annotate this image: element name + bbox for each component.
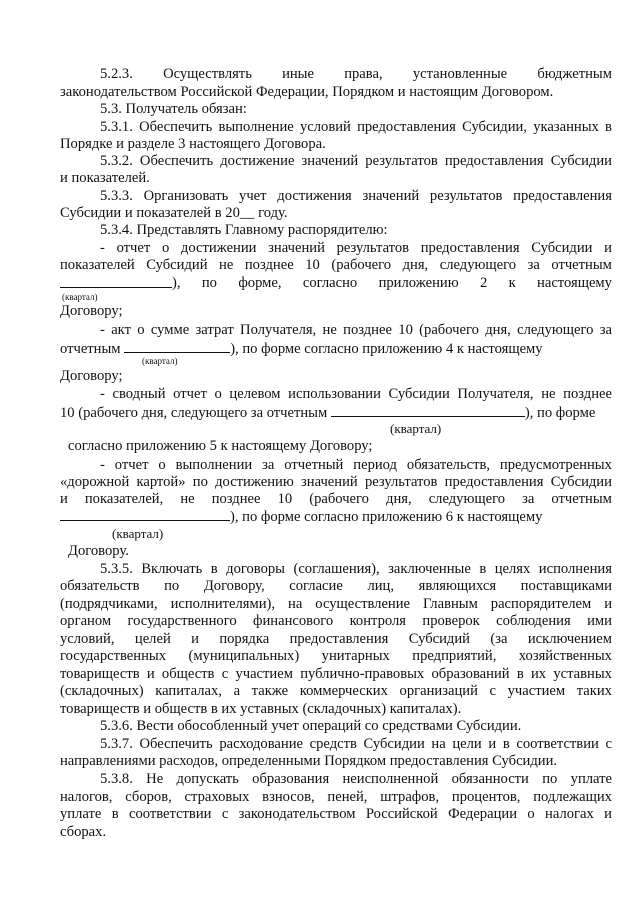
word: позднее: [244, 257, 294, 273]
blank-quarter-4: [60, 508, 230, 521]
word: следующего: [439, 257, 517, 273]
word: приложению: [378, 275, 459, 291]
word: являющихся: [418, 578, 497, 594]
word: позднее: [343, 322, 392, 338]
para-5-2-3-line2: законодательством Российской Федерации, Порядком и настоящим Договором.: [60, 84, 554, 100]
word: следующего: [517, 322, 594, 338]
word: хозяйственных: [518, 648, 612, 664]
word: с: [221, 666, 229, 682]
word: неисполненной: [342, 771, 439, 787]
bullet3-line1: [60, 386, 612, 403]
word: обязательств: [60, 578, 140, 594]
word: в: [516, 666, 524, 682]
word: цели: [452, 736, 482, 752]
word: достижение: [220, 153, 295, 169]
word: органом: [60, 613, 112, 629]
word: иные: [282, 66, 314, 82]
word: в: [111, 806, 119, 822]
word: значений: [301, 153, 359, 169]
word: предоставления: [513, 188, 612, 204]
word: сборов,: [125, 789, 172, 805]
word: 5.3.1.: [100, 119, 133, 135]
word: предусмотренных: [499, 457, 612, 473]
word: с: [489, 683, 496, 699]
bullet3-end: согласно приложению 5 к настоящему Договору;: [68, 438, 373, 454]
word: публично-правовых: [300, 666, 425, 682]
word: образований: [431, 666, 510, 682]
word: (рабочего: [419, 322, 479, 338]
para-5-3-1-line2: Порядке и разделе 3 настоящего Договора.: [60, 136, 326, 152]
word: по: [192, 474, 208, 490]
para-5-3-8-line1: [60, 771, 612, 788]
word: указанных: [533, 119, 599, 135]
word: согласно: [302, 275, 358, 291]
word: уплате: [570, 771, 612, 787]
para-5-3-8-line2: [60, 789, 612, 806]
word: 5.2.3.: [100, 66, 133, 82]
para-5-3-7-line1: [60, 736, 612, 753]
word: -: [100, 457, 105, 473]
word: заключенные: [388, 561, 471, 577]
word: предоставления: [444, 474, 544, 490]
word: показателей,: [84, 491, 164, 507]
word: сумме: [150, 322, 190, 338]
word: подлежащих: [533, 789, 612, 805]
word: форме,: [238, 275, 282, 291]
para-5-3-1-line1: [60, 119, 612, 136]
word: с: [605, 736, 612, 752]
bullet4-caption: (квартал): [112, 526, 164, 541]
word: соответствии: [128, 806, 212, 822]
word: достижения: [277, 188, 352, 204]
word: государственных: [60, 648, 167, 664]
word: средств: [309, 736, 357, 752]
word: расходование: [219, 736, 303, 752]
word: взносов,: [262, 789, 315, 805]
word: отчет: [114, 457, 149, 473]
word: предоставления: [420, 240, 520, 256]
word: -: [100, 322, 105, 338]
bullet3-line2: [60, 404, 612, 422]
word: выполнении: [175, 457, 253, 473]
bullet2-caption: (квартал): [142, 356, 178, 366]
word: Включать: [141, 561, 203, 577]
word: о: [527, 806, 535, 822]
word: достижению: [215, 474, 294, 490]
word: показателей: [60, 257, 135, 273]
word: достижении: [180, 240, 257, 256]
para-5-3-4-heading: 5.3.4. Представлять Главному распорядителю:: [100, 222, 388, 238]
word: результатов: [365, 153, 438, 169]
word: период: [353, 457, 397, 473]
bullet2-line1: [60, 322, 612, 339]
word: результатов: [429, 188, 503, 204]
word: о: [161, 240, 170, 256]
word: налогов,: [60, 789, 113, 805]
word: поставщиками: [520, 578, 612, 594]
bullet4-line2: [60, 474, 612, 491]
word: в: [502, 736, 510, 752]
word: предоставления: [289, 631, 389, 647]
word: также: [251, 683, 289, 699]
word: образования: [252, 771, 330, 787]
word: не: [219, 257, 234, 273]
word: Обеспечить: [139, 153, 214, 169]
word: Субсидии,: [462, 119, 527, 135]
word: за: [599, 322, 612, 338]
word: не: [180, 491, 195, 507]
word: коммерческих: [299, 683, 388, 699]
word: позднее: [563, 386, 612, 402]
word: унитарных: [321, 648, 390, 664]
word: к: [508, 275, 516, 291]
word: налогах: [545, 806, 594, 822]
word: условий,: [60, 631, 115, 647]
word: в: [479, 561, 487, 577]
word: (подрядчиками,: [60, 596, 158, 612]
para-5-3-5-line6: [60, 648, 612, 665]
para-5-3-2-line2: и показателей.: [60, 170, 150, 186]
word: отчетный: [284, 457, 344, 473]
word: обществ: [161, 666, 215, 682]
word: участием: [235, 666, 293, 682]
word: пеней,: [327, 789, 368, 805]
word: а: [233, 683, 241, 699]
word: и: [146, 666, 155, 682]
word: отчет: [116, 240, 151, 256]
word: Федерации: [448, 806, 518, 822]
word: организаций: [399, 683, 478, 699]
word: значений: [301, 474, 358, 490]
word: 5.3.7.: [100, 736, 133, 752]
word: государственного: [127, 613, 237, 629]
bullet4-line1: [60, 457, 612, 474]
word: выполнение: [218, 119, 294, 135]
para-5-3-heading: 5.3. Получатель обязан:: [100, 101, 247, 117]
word: предоставления: [444, 153, 544, 169]
word: 5.3.3.: [100, 188, 133, 204]
word: целевом: [229, 386, 281, 402]
para-5-3-3-line1: [60, 188, 612, 205]
word: о: [158, 457, 166, 473]
para-5-3-7-line2: направлениями расходов, определенными Порядком предоставления Субсидии.: [60, 753, 558, 769]
bullet4-line4-text: ), по форме согласно приложению 6 к настоящему: [230, 509, 543, 525]
para-5-3-5-line3: [60, 596, 612, 613]
para-5-3-5-line5: [60, 631, 612, 648]
word: (соглашения),: [293, 561, 380, 577]
word: исполнения: [538, 561, 612, 577]
word: (рабочего: [331, 257, 392, 273]
word: не: [541, 386, 556, 402]
word: штрафов,: [380, 789, 440, 805]
bullet1-caption: (квартал): [62, 292, 98, 302]
word: и: [604, 596, 612, 612]
word: ими: [587, 613, 612, 629]
word: о: [214, 386, 222, 402]
word: условий: [299, 119, 351, 135]
word: Субсидии: [550, 474, 612, 490]
word: настоящему: [537, 275, 612, 291]
word: Субсидии: [550, 153, 612, 169]
para-5-3-8-line3: [60, 806, 612, 823]
para-5-3-5-line9: товариществ и обществ в их уставных (складочных) капиталах).: [60, 701, 462, 717]
word: отчетным: [551, 257, 612, 273]
word: Обеспечить: [139, 119, 213, 135]
word: значений: [362, 188, 420, 204]
word: лиц,: [367, 578, 394, 594]
para-5-3-8-line4: сборах.: [60, 824, 107, 840]
word: Главным: [422, 596, 478, 612]
word: по: [542, 771, 558, 787]
word: и: [488, 736, 497, 752]
word: за: [527, 257, 540, 273]
word: -: [100, 386, 105, 402]
word: исключением: [527, 631, 612, 647]
para-5-3-5-line1: [60, 561, 612, 578]
para-5-3-5-line8: [60, 683, 612, 700]
word: по: [164, 578, 180, 594]
bullet2-line2-suffix: ), по форме согласно приложению 4 к настоящему: [230, 341, 543, 357]
word: (за: [490, 631, 508, 647]
word: и: [604, 806, 612, 822]
bullet1-line1: [60, 240, 612, 257]
para-5-3-5-line7: [60, 666, 612, 683]
word: за: [522, 491, 535, 507]
word: (рабочего: [309, 491, 369, 507]
word: и: [604, 240, 612, 256]
word: установленные: [412, 66, 508, 82]
word: 10: [277, 491, 293, 507]
word: Не: [146, 771, 164, 787]
para-5-3-6: 5.3.6. Вести обособленный учет операций со средствами Субсидии.: [100, 718, 522, 734]
word: Субсидий: [408, 631, 470, 647]
word: участием: [507, 683, 566, 699]
word: 10: [398, 322, 413, 338]
word: обязанности: [451, 771, 529, 787]
word: дня,: [386, 491, 412, 507]
word: на: [288, 596, 303, 612]
word: порядка: [219, 631, 270, 647]
word: Субсидии: [363, 736, 425, 752]
word: права,: [344, 66, 383, 82]
para-5-3-5-line2: [60, 578, 612, 595]
word: Получателя,: [457, 386, 534, 402]
word: товариществ: [60, 666, 140, 682]
bullet1-line3-text: [172, 275, 612, 292]
word: Субсидии: [388, 386, 450, 402]
word: исполнителями),: [170, 596, 276, 612]
word: значений: [268, 240, 325, 256]
word: Обеспечить: [139, 736, 213, 752]
blank-quarter-2: [124, 340, 230, 353]
bullet3-line2-suffix: ), по форме: [524, 405, 596, 421]
word: обязательств,: [406, 457, 491, 473]
word: следующего: [428, 491, 505, 507]
word: согласие: [289, 578, 343, 594]
word: договоры: [226, 561, 285, 577]
word: «дорожной: [60, 474, 130, 490]
word: Субсидии: [531, 240, 593, 256]
word: Российской: [365, 806, 438, 822]
word: сводный: [112, 386, 166, 402]
word: с: [221, 806, 229, 822]
word: затрат: [195, 322, 234, 338]
bullet4-end: Договору.: [68, 543, 129, 559]
para-5-3-3-line2: Субсидии и показателей в 20__ году.: [60, 205, 288, 221]
word: отчет: [173, 386, 207, 402]
word: уплате: [60, 806, 102, 822]
word: и: [60, 491, 68, 507]
word: (складочных): [60, 683, 144, 699]
word: таких: [576, 683, 612, 699]
bullet1-line2: [60, 257, 612, 274]
word: картой»: [136, 474, 186, 490]
word: в: [210, 561, 218, 577]
word: (муниципальных): [188, 648, 300, 664]
word: бюджетным: [537, 66, 612, 82]
word: контроля: [349, 613, 406, 629]
word: страховых: [184, 789, 250, 805]
word: -: [100, 240, 105, 256]
word: 5.3.5.: [100, 561, 133, 577]
word: Получателя,: [240, 322, 317, 338]
blank-quarter-1: [60, 275, 172, 288]
word: финансового: [253, 613, 334, 629]
word: Договору,: [203, 578, 265, 594]
word: не: [322, 322, 337, 338]
bullet4-line3: [60, 491, 612, 508]
word: целях: [494, 561, 531, 577]
word: за: [262, 457, 275, 473]
word: позднее: [211, 491, 261, 507]
word: результатов: [364, 474, 438, 490]
bullet3-line2-prefix: 10 (рабочего дня, следующего за отчетным: [60, 405, 328, 421]
word: Осуществлять: [163, 66, 252, 82]
blank-quarter-3: [331, 404, 525, 417]
word: использовании: [288, 386, 381, 402]
word: Организовать: [143, 188, 229, 204]
para-5-3-2-line1: [60, 153, 612, 170]
word: соблюдения: [496, 613, 571, 629]
word: законодательством: [238, 806, 356, 822]
bullet4-line4: [60, 508, 612, 526]
word: соответствии: [516, 736, 599, 752]
word: в: [605, 119, 612, 135]
para-5-3-5-line4: [60, 613, 612, 630]
word: 5.3.8.: [100, 771, 133, 787]
word: отчетным: [551, 491, 612, 507]
word: 2: [479, 275, 488, 291]
word: ),: [172, 275, 181, 291]
word: 10: [305, 257, 320, 273]
word: распорядителем: [490, 596, 592, 612]
word: дня,: [485, 322, 511, 338]
word: проверок: [422, 613, 480, 629]
bullet1-end: Договору;: [60, 303, 123, 319]
word: предоставления: [357, 119, 456, 135]
bullet2-line2-prefix: отчетным: [60, 341, 121, 357]
para-5-2-3-line1: [60, 66, 612, 83]
word: предприятий,: [412, 648, 497, 664]
word: на: [431, 736, 446, 752]
word: и: [191, 631, 199, 647]
word: по: [201, 275, 217, 291]
word: акт: [111, 322, 131, 338]
word: капиталах,: [155, 683, 222, 699]
word: дня,: [402, 257, 429, 273]
word: уставных: [553, 666, 612, 682]
word: осуществление: [315, 596, 411, 612]
word: результатов: [336, 240, 410, 256]
bullet2-end: Договору;: [60, 368, 123, 384]
word: учет: [239, 188, 267, 204]
word: Субсидий: [146, 257, 208, 273]
word: о: [137, 322, 145, 338]
word: 5.3.2.: [100, 153, 133, 169]
word: процентов,: [451, 789, 521, 805]
word: целей: [134, 631, 171, 647]
word: допускать: [176, 771, 239, 787]
word: их: [530, 666, 547, 682]
bullet3-caption: (квартал): [390, 421, 442, 436]
